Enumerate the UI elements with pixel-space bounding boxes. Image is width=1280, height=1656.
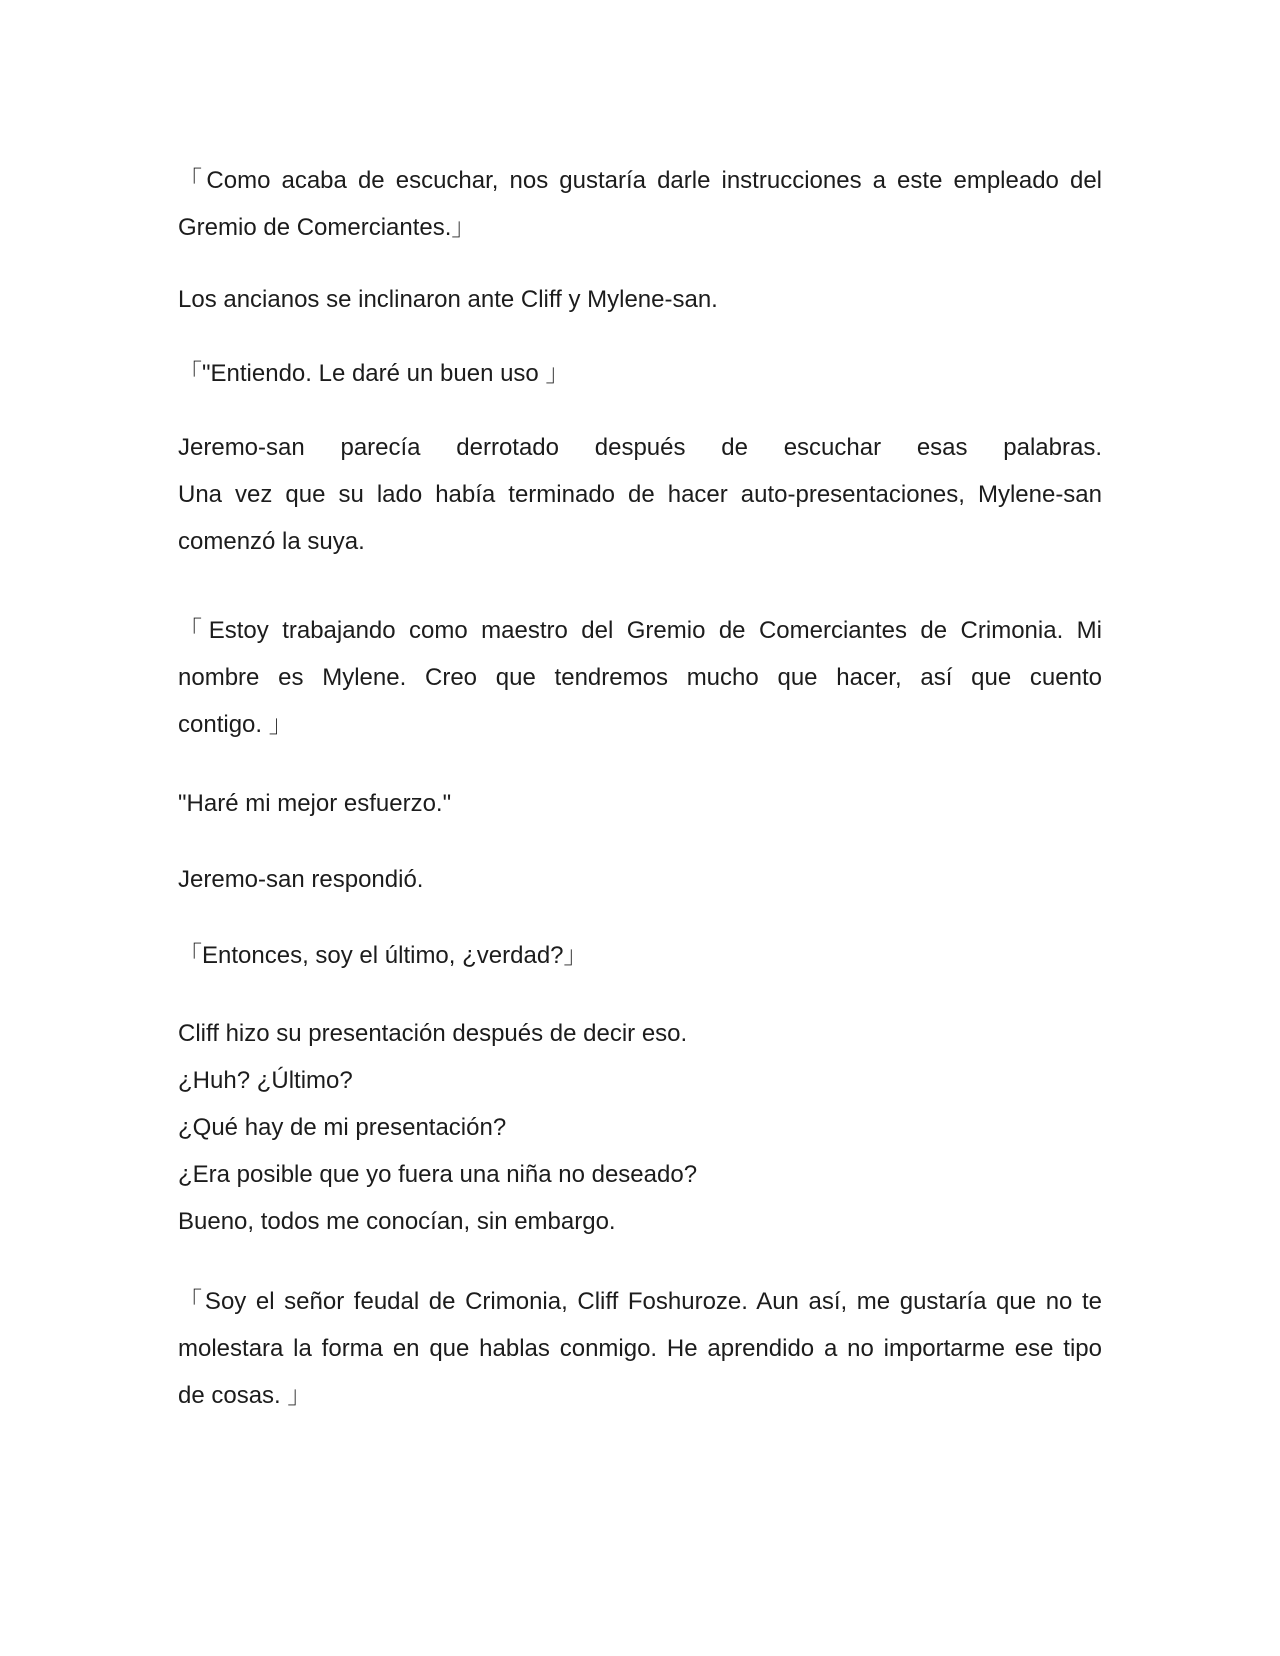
text-line: Jeremo-san parecía derrotado después de escuchar esas palabras. xyxy=(178,434,1102,461)
paragraph-guild-instructions xyxy=(178,157,1102,251)
paragraph-understood xyxy=(178,350,1102,397)
text-line: ¿Era posible que yo fuera una niña no deseado? xyxy=(178,1161,698,1188)
paragraph-cliff-speech xyxy=(178,1278,1102,1419)
text-line: ¿Huh? ¿Último? xyxy=(178,1067,353,1094)
paragraph-elders-bow xyxy=(178,276,1102,323)
paragraph-cliff-intro-narration xyxy=(178,1010,1102,1245)
paragraph-mylene-intro xyxy=(178,607,1102,748)
text-line: Bueno, todos me conocían, sin embargo. xyxy=(178,1208,616,1235)
text-line: ¿Qué hay de mi presentación? xyxy=(178,1114,507,1141)
text-line: Los ancianos se inclinaron ante Cliff y Mylene-san. xyxy=(178,286,718,313)
document-page xyxy=(178,0,1102,1656)
text-line: molestara la forma en que hablas conmigo. He aprendido a no importarme ese tipo xyxy=(178,1335,1102,1362)
text-line: contigo. 」 xyxy=(178,711,293,738)
text-line: Cliff hizo su presentación después de decir eso. xyxy=(178,1020,688,1047)
text-line: de cosas. 」 xyxy=(178,1382,312,1409)
text-line: comenzó la suya. xyxy=(178,528,365,555)
paragraph-last-one xyxy=(178,932,1102,979)
text-line: nombre es Mylene. Creo que tendremos mucho que hacer, así que cuento xyxy=(178,664,1102,691)
paragraph-best-effort xyxy=(178,780,1102,827)
text-line: 「Soy el señor feudal de Crimonia, Cliff Foshuroze. Aun así, me gustaría que no te xyxy=(178,1288,1102,1315)
text-line: 「Estoy trabajando como maestro del Gremio de Comerciantes de Crimonia. Mi xyxy=(178,617,1102,644)
text-line: 「Como acaba de escuchar, nos gustaría darle instrucciones a este empleado del xyxy=(178,167,1102,194)
text-line: Una vez que su lado había terminado de hacer auto-presentaciones, Mylene-san xyxy=(178,481,1102,508)
text-line: Gremio de Comerciantes.」 xyxy=(178,214,476,241)
text-line: "Haré mi mejor esfuerzo." xyxy=(178,790,452,817)
text-line: 「"Entiendo. Le daré un buen uso 」 xyxy=(178,360,570,387)
paragraph-jeremo-defeated xyxy=(178,424,1102,565)
text-line: 「Entonces, soy el último, ¿verdad?」 xyxy=(178,942,588,969)
paragraph-jeremo-replied xyxy=(178,856,1102,903)
text-line: Jeremo-san respondió. xyxy=(178,866,424,893)
